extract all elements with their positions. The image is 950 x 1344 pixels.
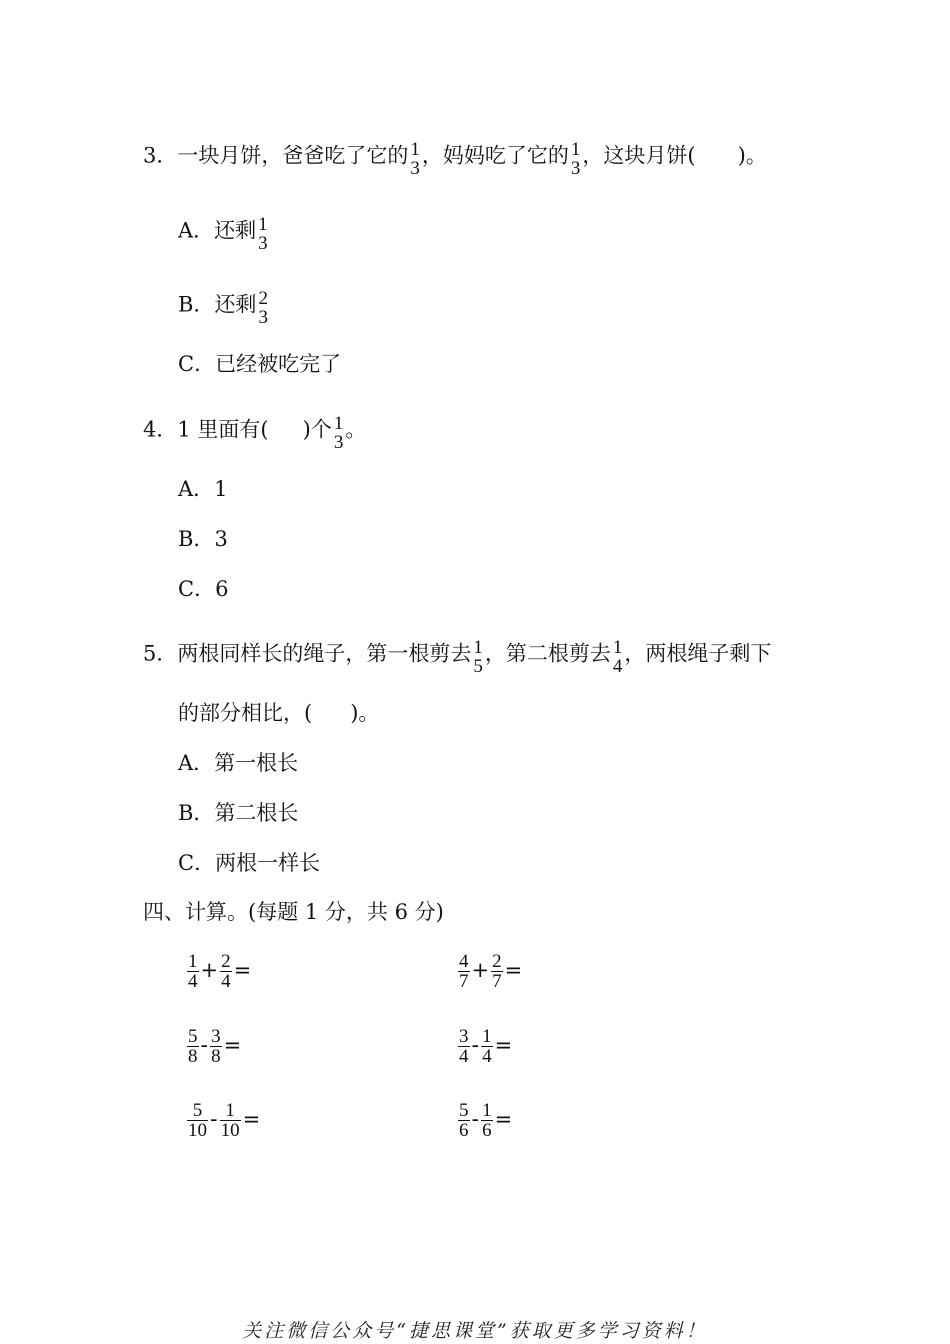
operator: - bbox=[200, 1032, 209, 1057]
calc-problem-3[interactable] bbox=[186, 1025, 242, 1067]
denominator: 8 bbox=[188, 1046, 198, 1067]
denominator: 4 bbox=[612, 656, 623, 677]
equals-sign: = bbox=[504, 957, 523, 982]
numerator: 5 bbox=[459, 1100, 469, 1121]
fraction bbox=[210, 1027, 222, 1066]
option-label: A． bbox=[178, 477, 215, 501]
calc-problem-1[interactable] bbox=[186, 950, 252, 992]
numerator: 1 bbox=[410, 139, 420, 160]
option-label: A． bbox=[178, 751, 215, 775]
option-label: C． bbox=[178, 352, 216, 376]
option-b[interactable] bbox=[178, 525, 228, 553]
question-text: ，这块月饼( bbox=[582, 143, 696, 168]
option-b[interactable] bbox=[178, 287, 270, 328]
fraction bbox=[472, 638, 484, 676]
question-number: 4． bbox=[143, 417, 178, 442]
option-text: 还剩 bbox=[214, 292, 257, 317]
denominator: 4 bbox=[459, 1046, 469, 1067]
numerator: 1 bbox=[570, 139, 581, 160]
numerator: 1 bbox=[333, 413, 344, 434]
equals-sign: = bbox=[494, 1106, 513, 1131]
operator: + bbox=[200, 957, 219, 982]
denominator: 7 bbox=[492, 971, 502, 992]
question-text: 1 里面有( bbox=[177, 417, 269, 442]
option-a[interactable] bbox=[178, 475, 228, 503]
numerator: 5 bbox=[187, 1101, 208, 1121]
operator: + bbox=[471, 957, 490, 982]
denominator: 7 bbox=[459, 971, 469, 992]
denominator: 3 bbox=[258, 233, 268, 254]
operator: - bbox=[471, 1106, 480, 1131]
denominator: 10 bbox=[220, 1120, 240, 1141]
calc-problem-6[interactable] bbox=[457, 1099, 513, 1141]
denominator: 5 bbox=[473, 656, 483, 677]
fraction bbox=[481, 1101, 493, 1140]
numerator: 1 bbox=[612, 637, 623, 658]
denominator: 3 bbox=[570, 158, 581, 179]
option-text: 已经被吃完了 bbox=[215, 352, 342, 376]
numerator: 2 bbox=[221, 951, 231, 972]
calc-problem-5[interactable] bbox=[186, 1099, 261, 1141]
numerator: 1 bbox=[220, 1101, 241, 1121]
equals-sign: = bbox=[233, 957, 252, 982]
fraction bbox=[481, 1027, 493, 1066]
option-text: 还剩 bbox=[214, 218, 257, 243]
fraction bbox=[187, 1101, 208, 1140]
fraction bbox=[220, 1101, 241, 1140]
option-label: B． bbox=[178, 527, 215, 551]
option-b[interactable] bbox=[178, 799, 298, 827]
fraction bbox=[257, 215, 269, 253]
fraction bbox=[570, 140, 582, 178]
denominator: 10 bbox=[188, 1120, 207, 1141]
fraction bbox=[458, 952, 470, 991]
question-text: 两根同样长的绳子，第一根剪去 bbox=[177, 641, 472, 666]
option-label: C． bbox=[178, 851, 216, 875]
numerator: 2 bbox=[492, 951, 502, 972]
question-5 bbox=[143, 636, 772, 677]
question-number: 5． bbox=[143, 641, 178, 666]
denominator: 8 bbox=[211, 1046, 221, 1067]
footer-note: 关注微信公众号“捷思课堂”获取更多学习资料！ bbox=[242, 1320, 708, 1342]
equals-sign: = bbox=[242, 1106, 261, 1131]
fraction bbox=[458, 1027, 470, 1066]
question-text: 。 bbox=[345, 417, 367, 442]
fraction bbox=[409, 140, 421, 178]
denominator: 6 bbox=[459, 1120, 469, 1141]
equals-sign: = bbox=[494, 1032, 513, 1057]
denominator: 3 bbox=[333, 432, 344, 453]
numerator: 1 bbox=[473, 637, 483, 658]
section-title: 四、计算。(每题 1 分，共 6 分) bbox=[143, 900, 444, 924]
option-a[interactable] bbox=[178, 213, 270, 254]
denominator: 3 bbox=[258, 307, 268, 328]
option-text: 6 bbox=[215, 577, 229, 601]
question-text: ，第二根剪去 bbox=[484, 641, 611, 666]
denominator: 3 bbox=[410, 158, 420, 179]
numerator: 3 bbox=[459, 1026, 469, 1047]
calc-problem-4[interactable] bbox=[457, 1025, 513, 1067]
question-4 bbox=[143, 412, 367, 453]
numerator: 3 bbox=[211, 1026, 221, 1047]
question-5-continued bbox=[178, 699, 379, 727]
fraction bbox=[333, 414, 345, 452]
option-label: A． bbox=[178, 218, 215, 243]
denominator: 4 bbox=[221, 971, 231, 992]
operator: - bbox=[210, 1106, 218, 1131]
fraction bbox=[257, 289, 269, 327]
numerator: 1 bbox=[482, 1100, 492, 1121]
question-text: ，两根绳子剩下 bbox=[624, 641, 772, 666]
numerator: 4 bbox=[459, 951, 469, 972]
option-label: B． bbox=[178, 292, 215, 317]
option-text: 3 bbox=[214, 527, 228, 551]
option-a[interactable] bbox=[178, 749, 298, 777]
question-text: 的部分相比，( bbox=[178, 701, 313, 725]
option-text: 第二根长 bbox=[214, 801, 299, 825]
numerator: 1 bbox=[188, 951, 198, 972]
denominator: 4 bbox=[188, 971, 198, 992]
operator: - bbox=[471, 1032, 480, 1057]
question-text: 一块月饼，爸爸吃了它的 bbox=[177, 143, 409, 168]
question-text: ，妈妈吃了它的 bbox=[421, 143, 569, 168]
question-text: )个 bbox=[302, 417, 332, 442]
denominator: 6 bbox=[482, 1120, 492, 1141]
option-c[interactable] bbox=[178, 849, 320, 877]
fraction bbox=[491, 952, 503, 991]
numerator: 5 bbox=[188, 1026, 198, 1047]
option-text: 两根一样长 bbox=[215, 851, 321, 875]
option-text: 1 bbox=[214, 477, 228, 501]
denominator: 4 bbox=[482, 1046, 492, 1067]
question-number: 3． bbox=[143, 143, 178, 168]
option-text: 第一根长 bbox=[214, 751, 299, 775]
question-text: )。 bbox=[737, 143, 767, 168]
fraction bbox=[187, 952, 199, 991]
numerator: 1 bbox=[482, 1026, 492, 1047]
option-c[interactable] bbox=[178, 350, 341, 378]
question-3 bbox=[143, 138, 767, 179]
fraction bbox=[458, 1101, 470, 1140]
fraction bbox=[187, 1027, 199, 1066]
fraction bbox=[612, 638, 624, 676]
option-c[interactable] bbox=[178, 575, 228, 603]
calc-problem-2[interactable] bbox=[457, 950, 523, 992]
fraction bbox=[220, 952, 232, 991]
numerator: 2 bbox=[258, 288, 268, 309]
question-text: )。 bbox=[350, 701, 380, 725]
option-label: C． bbox=[178, 577, 216, 601]
equals-sign: = bbox=[223, 1032, 242, 1057]
numerator: 1 bbox=[258, 214, 268, 235]
option-label: B． bbox=[178, 801, 215, 825]
